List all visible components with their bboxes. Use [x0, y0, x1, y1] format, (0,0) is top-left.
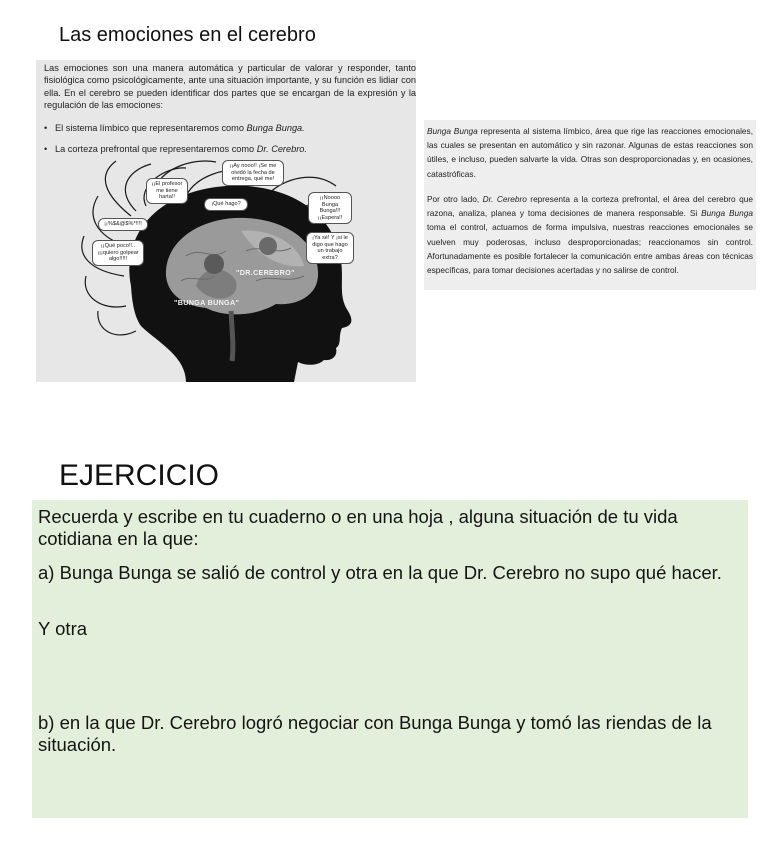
exercise-instruction: Recuerda y escribe en tu cuaderno o en una hoja , alguna situación de tu vida cotidiana en la que:: [38, 506, 678, 549]
limbic-description: [427, 124, 753, 181]
right-info-panel: [424, 120, 756, 290]
exercise-title: EJERCICIO: [59, 459, 220, 492]
bullet-prefrontal-name: Dr. Cerebro.: [256, 144, 307, 154]
label-dr-cerebro: "DR.CEREBRO": [236, 268, 295, 277]
head-silhouette-image: [36, 156, 416, 382]
prefrontal-description-name-2: Bunga Bunga: [701, 208, 753, 219]
exercise-item-a: a) Bunga Bunga se salió de control y otra en la que Dr. Cerebro no supo qué hacer.: [38, 562, 722, 583]
label-bunga-bunga: "BUNGA BUNGA": [174, 298, 240, 307]
prefrontal-description-name-1: Dr. Cerebro: [482, 194, 527, 204]
bullet-limbic-text: El sistema límbico que representaremos como: [55, 123, 247, 133]
bullet-prefrontal-text: La corteza prefrontal que representaremos como: [55, 144, 257, 154]
speech-bubble-profesor: ¡¡El profesor me tiene harta!!: [146, 178, 188, 204]
speech-bubble-nooo: ¡¡Noooo Bunga Bunga!!! ¡¡Espera!!: [308, 192, 352, 224]
speech-bubble-symbols: ¡¡%$&@$%*!!!!: [98, 218, 148, 231]
limbic-description-name: Bunga Bunga: [427, 126, 478, 136]
bullet-limbic-name: Bunga Bunga.: [246, 123, 305, 133]
page-title: Las emociones en el cerebro: [59, 24, 316, 46]
intro-paragraph: Las emociones son una manera automática y particular de valorar y responder, tanto fisiológica como psicológicamente, ante una situación importante, y su función es lidiar con ella. En el cerebro se pueden identificar dos partes que se encargan de la expresión y la regulación de las emociones:: [44, 63, 416, 111]
dr-cerebro-character: [259, 237, 277, 255]
prefrontal-description: [427, 192, 753, 277]
speech-bubble-ay: ¡¡Ay nooo!! ¡Se me olvidó la fecha de entrega, qué me!: [222, 160, 284, 186]
left-info-panel: [36, 60, 416, 382]
prefrontal-description-part-b: representa a la corteza prefrontal, el área del cerebro que razona, analiza, planea y toma decisiones de manera responsable. Si: [427, 194, 753, 219]
speech-bubble-ya-se: ¡Ya sé! Y ¡si le digo que hago un trabajo extra?: [306, 232, 354, 264]
bullet-prefrontal: [44, 143, 416, 155]
speech-bubble-que-poco: ¡¡Qué poco!!.. ¡¡¡quiero golpear algo!!!!!: [92, 240, 144, 266]
bullet-limbic: [44, 122, 416, 134]
exercise-box: [32, 500, 748, 818]
prefrontal-description-part-c: toma el control, actuamos de forma impulsiva, nuestras reacciones emocionales se vuelven muy poderosas, incluso desproporcionadas; reaccionamos sin control. Afortunadamente es posible fortalecer la comunicación entre ambas áreas con técnicas específicas, para tomar decisiones acertadas y no salirse de control.: [427, 222, 753, 276]
exercise-item-b: b) en la que Dr. Cerebro logró negociar con Bunga Bunga y tomó las riendas de la situación.: [38, 712, 712, 755]
bunga-bunga-character: [204, 254, 224, 274]
speech-bubble-que-hago: ¡Qué hago?: [204, 198, 248, 211]
brain-illustration: [36, 156, 416, 382]
prefrontal-description-part-a: Por otro lado,: [427, 194, 483, 204]
limbic-description-text: representa al sistema límbico, área que rige las reacciones emocionales, las cuales se presentan en automático y sin razonar. Algunas de estas reacciones son útiles, e incluso, pueden salvarte la vida. Otras son desproporcionadas y, en ocasiones, catastróficas.: [427, 126, 753, 179]
exercise-y-otra: Y otra: [38, 618, 88, 639]
